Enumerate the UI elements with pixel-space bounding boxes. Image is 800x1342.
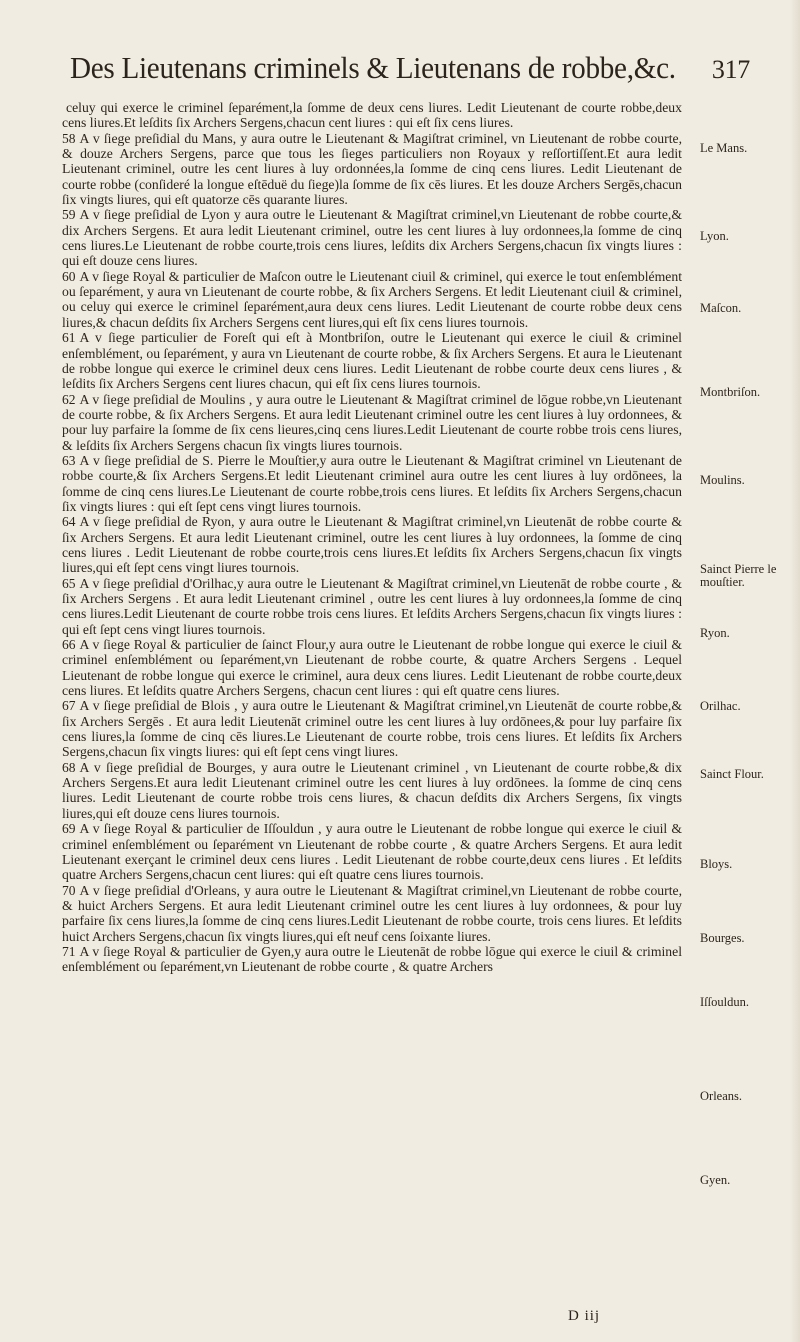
- margin-note: Maſcon.: [700, 301, 742, 315]
- paragraph: 59 A v ſiege preſidial de Lyon y aura outre le Lieutenant & Magiſtrat criminel,vn Lieutenant de robbe courte,& dix Archers Sergens. Et aura ledit Lieutenant criminel, outre les cent liures à luy ordonnees,la ſomme de cinq cens liures.Le Lieutenant de robbe courte,trois cens liures, leſdits dix Archers Sergens,chacun ſix vingts liures : qui eſt douze cens liures.: [62, 207, 682, 269]
- margin-note: Bourges.: [700, 931, 745, 945]
- margin-note: Iſſouldun.: [700, 995, 749, 1009]
- paragraph-number: 66: [62, 637, 76, 653]
- paragraph-number: 63: [62, 452, 76, 468]
- margin-note: Ryon.: [700, 626, 730, 640]
- body-text: [62, 100, 682, 975]
- margin-note: Montbriſon.: [700, 385, 761, 399]
- paragraph: 62 A v ſiege preſidial de Moulins , y aura outre le Lieutenant & Magiſtrat criminel de lōgue robbe,vn Lieutenant de courte robbe, & ſix Archers Sergens. Et aura ledit Lieutenant criminel outre les cent liures à luy ordonnees, & pour luy parfaire la ſomme de ſix cens lieures,cinq cens liures.Ledit Lieutenant de courte robbe trois cens liures, & leſdits ſix Archers Sergens chacun ſix vingts liures tournois.: [62, 391, 682, 453]
- paragraph-number: 62: [62, 391, 76, 407]
- paragraph: 66 A v ſiege Royal & particulier de ſainct Flour,y aura outre le Lieutenant de robbe longue qui exerce le ciuil & criminel enſemblément ou ſeparément,vn Lieutenant de robbe courte, & quatre Archers Sergens . Lequel Lieutenant de robbe longue qui exerce le criminel, aura deux cens liures. Ledit Lieutenant de robbe courte,deux cens liures. Et leſdits quatre Archers Sergens, chacun cent liures : qui eſt quatre cens liures.: [62, 637, 682, 699]
- paragraph: 63 A v ſiege preſidial de S. Pierre le Mouſtier,y aura outre le Lieutenant & Magiſtrat criminel vn Lieutenant de robbe courte,& ſix Archers Sergens.Et ledit Lieutenant criminel aura outre les cent liures à luy ordōnees, la ſomme de cinq cens liures.Le Lieutenant de courte robbe,trois cens liures. Et leſdits ſix Archers Sergens,chacun ſix vingts liures : qui eſt ſept cens vingt liures tournois.: [62, 452, 682, 514]
- paragraph: 70 A v ſiege preſidial d'Orleans, y aura outre le Lieutenant & Magiſtrat criminel,vn Lieutenant de robbe courte, & huict Archers Sergens. Et aura ledit Lieutenant criminel outre les cent liures à luy ordonnees, & pour luy parfaire ſix cens liures,la ſomme de cinq cens liures.Ledit Lieutenant de robbe courte, trois cens liures. Et leſdits huict Archers Sergens,chacun ſix vingts liures,qui eſt neuf cens ſoixante liures.: [62, 882, 682, 944]
- margin-note: Moulins.: [700, 473, 745, 487]
- paragraph: 61 A v ſiege particulier de Foreſt qui eſt à Montbriſon, outre le Lieutenant qui exerce le ciuil & criminel enſemblément, ou ſeparément, y aura vn Lieutenant de courte robbe, & ſix Archers Sergens. Et aura le Lieutenant de robbe longue qui exerce le criminel deux cens liures. Ledit Lieutenant de robbe courte deux cens liures , & leſdits ſix Archers Sergens cent liures chacun, qui eſt ſix cens liures tournois.: [62, 330, 682, 392]
- margin-note: Bloys.: [700, 857, 733, 871]
- paragraph: celuy qui exerce le criminel ſeparément,la ſomme de deux cens liures. Ledit Lieutenant de courte robbe,deux cens liures.Et leſdits ſix Archers Sergens,chacun cent liures : qui eſt ſix cens liures.: [62, 100, 682, 131]
- margin-note: Le Mans.: [700, 141, 748, 155]
- paragraph-number: 58: [62, 130, 76, 146]
- margin-note: Gyen.: [700, 1173, 731, 1187]
- paragraph-number: 69: [62, 821, 76, 837]
- paragraph: 64 A v ſiege preſidial de Ryon, y aura outre le Lieutenant & Magiſtrat criminel,vn Lieutenāt de robbe courte & ſix Archers Sergens. Et aura ledit Lieutenant criminel, outre les cent liures à luy ordonnees, la ſomme de cinq cens liures . Ledit Lieutenant de robbe courte,trois cens liures.Et leſdits ſix Archers Sergens,chacun ſix vingts liures,qui eſt ſept cens vingt liures tournois.: [62, 514, 682, 576]
- page-title: Des Lieutenans criminels & Lieutenans de robbe,&c.: [70, 50, 676, 85]
- signature-mark: D iij: [568, 1308, 601, 1324]
- paragraph-number: 71: [62, 943, 76, 959]
- paragraph: 58 A v ſiege preſidial du Mans, y aura outre le Lieutenant & Magiſtrat criminel, vn Lieutenant de robbe courte, & douze Archers Sergens, parce que tous les ſieges particuliers non Royaux y reſſortiſſent.Et aura ledit Lieutenant criminel, outre les cent liures à luy ordonnées,la ſomme de cinq cens liures. Ledit Lieutenant de courte robbe (conſideré la longue eſtēduë du ſiege)la ſomme de ſix cēs liures. Et les douze Archers Sergēs,chacun ſix vingts liures, qui eſt quatorze cēs quarante liures.: [62, 130, 682, 208]
- page-number: 317: [711, 55, 750, 84]
- paragraph-number: 60: [62, 268, 76, 284]
- margin-note: Orleans.: [700, 1089, 742, 1103]
- margin-note: Lyon.: [700, 229, 729, 243]
- paragraph-number: 59: [62, 207, 76, 223]
- running-header: [70, 48, 750, 88]
- margin-note: Sainct Flour.: [700, 767, 764, 781]
- paragraph: 67 A v ſiege preſidial de Blois , y aura outre le Lieutenant & Magiſtrat criminel,vn Lieutenāt de courte robbe,& ſix Archers Sergēs . Et aura ledit Lieutenāt criminel outre les cent liures à luy ordōnees,& pour luy parfaire ſix cens liures,la ſomme de cinq cēs liures.Le Lieutenant de courte robbe, trois cens liures. Et leſdits ſix Archers Sergens,chacun ſix vingts liures: qui eſt ſept cens vingt liures.: [62, 698, 682, 760]
- page-edge-shadow: [790, 0, 800, 1342]
- paragraph: 60 A v ſiege Royal & particulier de Maſcon outre le Lieutenant ciuil & criminel, qui exerce le tout enſemblément ou ſeparément, y aura vn Lieutenant de courte robbe, & ſix Archers Sergens. Et ledit Lieutenant ciuil & criminel, ou celuy qui exerce le criminel ſeparément,aura deux cens liures. Ledit Lieutenant de courte robbe deux cens liures,& chacun deſdits ſix Archers Sergens cent liures,qui eſt ſix cens liures tournois.: [62, 268, 682, 330]
- margin-note: Sainct Pierre le mouſtier.: [700, 562, 777, 589]
- paragraph-number: 65: [62, 575, 76, 591]
- paragraph-number: 64: [62, 514, 76, 530]
- paragraph: 68 A v ſiege preſidial de Bourges, y aura outre le Lieutenant criminel , vn Lieutenant de courte robbe,& dix Archers Sergens.Et aura ledit Lieutenant criminel outre les cent liures à luy ordōnees. la ſomme de cinq cens liures. Ledit Lieutenant de courte robbe trois cens liures, & chacun deſdits dix Archers Sergens, ſix vingts liures,qui eſt douze cens liures tournois.: [62, 759, 682, 821]
- margin-note: Orilhac.: [700, 699, 741, 713]
- paragraph-number: 67: [62, 698, 76, 714]
- paragraph-number: 68: [62, 759, 76, 775]
- paragraph: 71 A v ſiege Royal & particulier de Gyen,y aura outre le Lieutenāt de robbe lōgue qui exerce le ciuil & criminel enſemblément ou ſeparément,vn Lieutenant de robbe courte , & quatre Archers: [62, 943, 682, 975]
- paragraph-number: 70: [62, 882, 76, 898]
- paragraph: 69 A v ſiege Royal & particulier de Iſſouldun , y aura outre le Lieutenant de robbe longue qui exerce le ciuil & criminel enſemblément ou ſeparément vn Lieutenant de robbe courte , & quatre Archers Sergens. Et aura ledit Lieutenant exerçant le criminel deux cens liures . Ledit Lieutenant de robbe courte,deux cens liures . Et leſdits quatre Archers Sergens,chacun cent liures: qui eſt quatre cens liures tournois.: [62, 821, 682, 883]
- paragraph-number: 61: [62, 330, 76, 346]
- paragraph: 65 A v ſiege preſidial d'Orilhac,y aura outre le Lieutenant & Magiſtrat criminel,vn Lieutenāt de robbe courte , & ſix Archers Sergens . Et aura ledit Lieutenant criminel , outre les cent liures à luy ordonnees,la ſomme de cinq cens liures.Ledit Lieutenant de courte robbe trois cens liures. Et leſdits Archers Sergens,chacun ſix vingts liures : qui eſt ſept cens vingt liures tournois.: [62, 575, 682, 637]
